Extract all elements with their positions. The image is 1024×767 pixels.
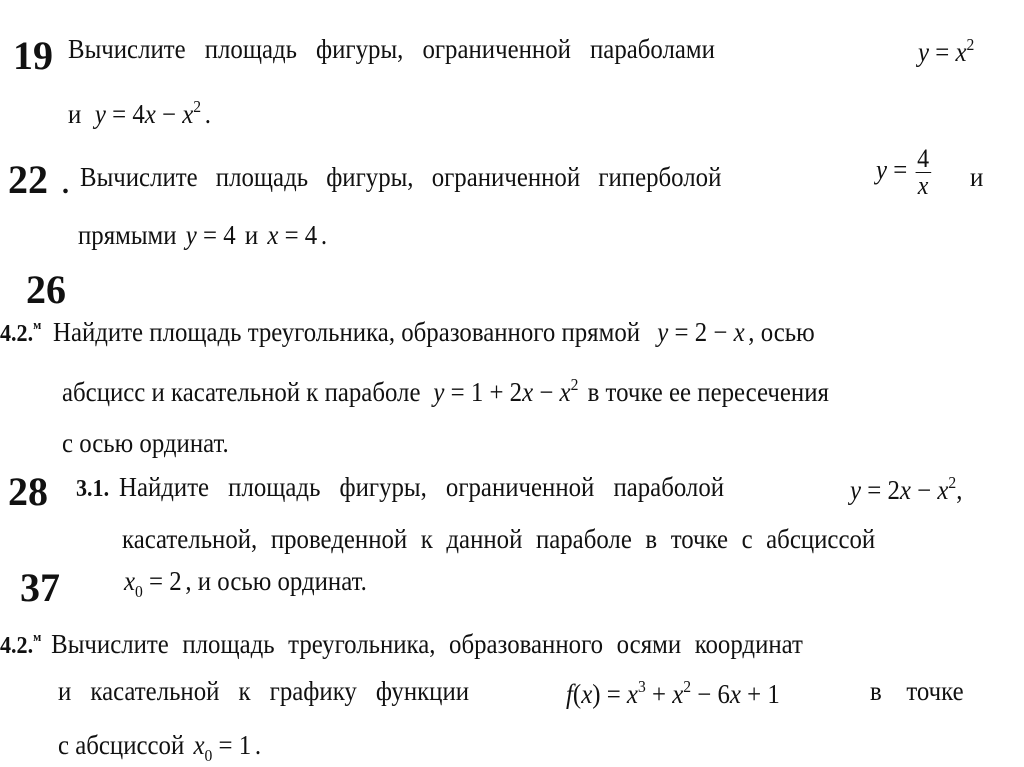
equals: = xyxy=(929,37,956,67)
problem-28-line-1 xyxy=(76,474,724,501)
label-mark: м xyxy=(33,317,42,332)
dot: . xyxy=(62,169,69,200)
problem-22-text: Вычислите площадь фигуры, ограниченной гиперболой xyxy=(80,162,722,192)
problem-28-line-3 xyxy=(124,568,367,600)
fraction xyxy=(915,146,931,199)
var-y: y xyxy=(850,475,862,505)
label-mark: м xyxy=(33,629,42,644)
section-label: 4.2. xyxy=(0,633,34,659)
problem-number-28: 28 xyxy=(8,469,48,514)
conjunction: и xyxy=(244,220,259,250)
value: = 4 xyxy=(196,220,236,250)
problem-37-text: Вычислите площадь треугольника, образованного осями координат xyxy=(51,629,803,659)
var-x: x xyxy=(626,679,638,709)
formula-part: = 1 + 2 xyxy=(444,377,523,407)
problem-26-text: Найдите площадь треугольника, образованного прямой xyxy=(53,317,641,347)
problem-19-line-1 xyxy=(68,36,715,63)
section-label: 3.1. xyxy=(76,476,110,502)
problem-19-line-2 xyxy=(68,98,211,128)
subscript: 0 xyxy=(204,746,213,765)
var-y: y xyxy=(94,99,106,129)
exponent: 2 xyxy=(948,473,957,492)
problem-37-line-2-end: в точке xyxy=(870,676,964,706)
text: касательной, проведенной к данной параболе в точке с абсциссой xyxy=(122,524,876,554)
comma: , xyxy=(956,475,963,505)
var-x: x xyxy=(559,377,571,407)
problem-22-line-1 xyxy=(80,164,721,191)
formula-part: = 4 xyxy=(105,99,145,129)
problem-26-line-1 xyxy=(0,318,815,346)
problem-37-line-3 xyxy=(58,732,261,764)
problem-37-formula xyxy=(566,678,780,708)
var-x: x xyxy=(267,220,279,250)
var-x: x xyxy=(955,37,967,67)
text: , и осью ординат. xyxy=(185,566,367,596)
text: и касательной к графику функции xyxy=(58,676,470,706)
formula-part: = 2 xyxy=(861,475,900,505)
problem-19-text: Вычислите площадь фигуры, ограниченной параболами xyxy=(68,34,715,64)
period: . xyxy=(204,99,211,129)
var-x: x xyxy=(672,679,684,709)
var-y: y xyxy=(433,377,445,407)
denominator: x xyxy=(917,171,929,200)
minus: − xyxy=(910,475,938,505)
problem-26-line-2 xyxy=(62,376,829,406)
var-x: x xyxy=(733,317,745,347)
minus: − xyxy=(533,377,560,407)
conjunction: и xyxy=(68,99,82,129)
problem-19-formula-1 xyxy=(918,36,974,66)
section-label: 4.2. xyxy=(0,321,34,347)
number: 22 xyxy=(8,157,48,202)
problem-22-line-2 xyxy=(78,222,327,249)
var-x: x xyxy=(729,679,741,709)
text: абсцисс и касательной к параболе xyxy=(62,377,421,407)
minus: − xyxy=(155,99,183,129)
text: в точке ее пересечения xyxy=(587,377,829,407)
value: = 2 xyxy=(142,566,182,596)
var-x: x xyxy=(581,679,593,709)
problem-26-line-3: с осью ординат. xyxy=(62,428,229,458)
numerator: 4 xyxy=(917,144,930,173)
formula-part: − 6 xyxy=(691,679,730,709)
var-x: x xyxy=(144,99,156,129)
problem-number-26: 26 xyxy=(26,267,66,312)
text: , осью xyxy=(748,317,815,347)
var-x: x xyxy=(182,99,194,129)
plus: + xyxy=(645,679,673,709)
problem-number-19: 19 xyxy=(13,33,53,78)
paren: ( xyxy=(572,679,582,709)
problem-28-line-2 xyxy=(122,526,875,553)
period: . xyxy=(320,220,328,250)
var-y: y xyxy=(918,37,930,67)
var-x: x xyxy=(193,730,205,760)
formula-part: + 1 xyxy=(740,679,780,709)
subscript: 0 xyxy=(135,582,143,601)
exponent: 2 xyxy=(193,97,202,116)
formula-part: ) = xyxy=(592,679,627,709)
problem-22-and: и xyxy=(970,162,984,192)
equals: = xyxy=(887,154,914,185)
text: прямыми xyxy=(78,220,177,250)
var-f: f xyxy=(566,679,573,709)
var-x: x xyxy=(522,377,534,407)
period: . xyxy=(254,730,262,760)
problem-number-37: 37 xyxy=(20,565,60,610)
text: с абсциссой xyxy=(58,730,185,760)
formula-part: = 2 − xyxy=(668,317,734,347)
var-y: y xyxy=(876,154,888,185)
problem-37-line-2 xyxy=(58,678,469,705)
problem-28-formula xyxy=(850,474,962,504)
value: = 1 xyxy=(212,730,252,760)
exponent: 3 xyxy=(637,677,646,696)
var-x: x xyxy=(899,475,911,505)
var-x: x xyxy=(124,566,136,596)
exponent: 2 xyxy=(570,375,579,394)
problem-number-22 xyxy=(8,157,69,202)
problem-37-line-1 xyxy=(0,630,803,658)
var-x: x xyxy=(937,475,949,505)
value: = 4 xyxy=(278,220,318,250)
problem-28-text: Найдите площадь фигуры, ограниченной параболой xyxy=(119,472,725,502)
problem-22-formula xyxy=(876,146,933,199)
var-y: y xyxy=(185,220,197,250)
var-y: y xyxy=(657,317,669,347)
exponent: 2 xyxy=(966,35,975,54)
exponent: 2 xyxy=(683,677,692,696)
